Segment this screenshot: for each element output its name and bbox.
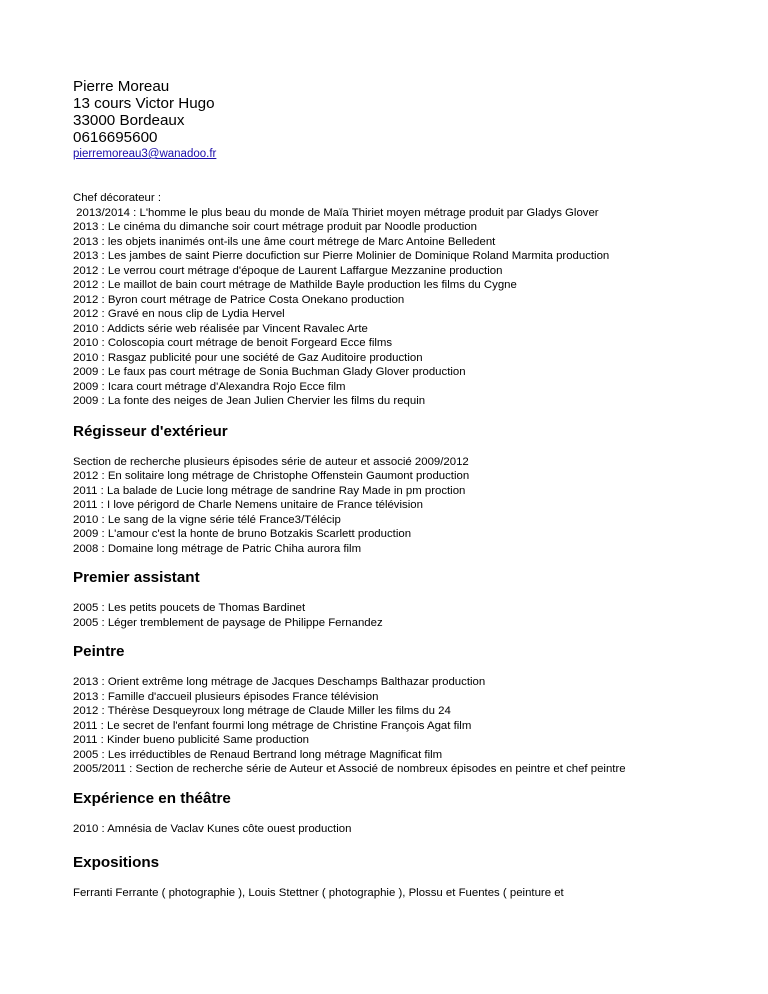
list-item: 2009 : L'amour c'est la honte de bruno Botzakis Scarlett production	[73, 528, 412, 540]
section-experience-theatre	[73, 790, 713, 837]
list-item: 2011 : Le secret de l'enfant fourmi long métrage de Christine François Agat film	[73, 719, 472, 732]
list-item: 2010 : Coloscopia court métrage de benoit Forgeard Ecce films	[73, 337, 393, 349]
contact-phone: 0616695600	[73, 129, 158, 146]
list-item: 2013 : Orient extrême long métrage de Jacques Deschamps Balthazar production	[73, 676, 486, 688]
list-item: 2012 : En solitaire long métrage de Christophe Offenstein Gaumont production	[73, 470, 470, 482]
contact-name: Pierre Moreau	[73, 78, 170, 95]
list-item: 2011 : La balade de Lucie long métrage de sandrine Ray Made in pm proction	[73, 484, 466, 497]
list-item: 2009 : La fonte des neiges de Jean Julien Chervier les films du requin	[73, 395, 426, 407]
list-item: 2009 : Le faux pas court métrage de Sonia Buchman Glady Glover production	[73, 366, 466, 378]
contact-block	[73, 78, 713, 161]
list-item: 2012 : Gravé en nous clip de Lydia Hervel	[73, 308, 285, 320]
list-item: 2008 : Domaine long métrage de Patric Chiha aurora film	[73, 542, 362, 555]
chef-decorateur-title: Chef décorateur :	[73, 192, 162, 204]
list-item: 2012 : Thérèse Desqueyroux long métrage de Claude Miller les films du 24	[73, 705, 451, 717]
list-item: 2010 : Le sang de la vigne série télé France3/Télécip	[73, 513, 341, 526]
list-item: 2005 : Les petits poucets de Thomas Bardinet	[73, 602, 306, 614]
section-title: Peintre	[73, 643, 125, 660]
section-chef-decorateur	[73, 191, 713, 409]
section-expositions	[73, 854, 713, 901]
list-item: 2012 : Le maillot de bain court métrage de Mathilde Bayle production les films du Cygne	[73, 279, 517, 291]
list-item: 2013 : Famille d'accueil plusieurs épisodes France télévision	[73, 690, 379, 703]
resume-page	[73, 78, 713, 901]
list-item: 2013 : Le cinéma du dimanche soir court métrage produit par Noodle production	[73, 221, 477, 233]
list-item: 2013/2014 : L'homme le plus beau du monde de Maïa Thiriet moyen métrage produit par Gladys Glover	[73, 206, 599, 219]
section-regisseur-exterieur	[73, 423, 713, 557]
list-item: 2011 : Kinder bueno publicité Same production	[73, 734, 309, 746]
list-item: 2010 : Amnésia de Vaclav Kunes côte ouest production	[73, 822, 352, 835]
contact-city: 33000 Bordeaux	[73, 112, 185, 129]
section-premier-assistant	[73, 569, 713, 630]
list-item: 2005 : Léger tremblement de paysage de Philippe Fernandez	[73, 616, 383, 629]
section-title: Premier assistant	[73, 569, 200, 586]
list-item: 2005/2011 : Section de recherche série de Auteur et Associé de nombreux épisodes en peintre et chef peintre	[73, 763, 626, 775]
list-item: 2013 : les objets inanimés ont-ils une âme court métrege de Marc Antoine Belledent	[73, 235, 496, 248]
section-peintre	[73, 643, 713, 777]
list-item: 2009 : Icara court métrage d'Alexandra Rojo Ecce film	[73, 380, 346, 393]
list-item: 2005 : Les irréductibles de Renaud Bertrand long métrage Magnificat film	[73, 748, 443, 761]
list-item: Section de recherche plusieurs épisodes série de auteur et associé 2009/2012	[73, 455, 469, 468]
expositions-text: Ferranti Ferrante ( photographie ), Louis Stettner ( photographie ), Plossu et Fuentes ( peinture et	[73, 887, 564, 899]
list-item: 2010 : Addicts série web réalisée par Vincent Ravalec Arte	[73, 322, 368, 335]
list-item: 2010 : Rasgaz publicité pour une société de Gaz Auditoire production	[73, 351, 423, 364]
list-item: 2012 : Byron court métrage de Patrice Costa Onekano production	[73, 293, 405, 306]
contact-street: 13 cours Victor Hugo	[73, 95, 215, 112]
list-item: 2012 : Le verrou court métrage d'époque de Laurent Laffargue Mezzanine production	[73, 264, 503, 277]
section-title: Expérience en théâtre	[73, 789, 231, 807]
section-title: Régisseur d'extérieur	[73, 422, 228, 440]
section-title: Expositions	[73, 854, 160, 871]
contact-email-link[interactable]: pierremoreau3@wanadoo.fr	[73, 148, 217, 160]
list-item: 2013 : Les jambes de saint Pierre docufiction sur Pierre Molinier de Dominique Roland Marmita production	[73, 250, 610, 262]
list-item: 2011 : I love périgord de Charle Nemens unitaire de France télévision	[73, 499, 423, 511]
